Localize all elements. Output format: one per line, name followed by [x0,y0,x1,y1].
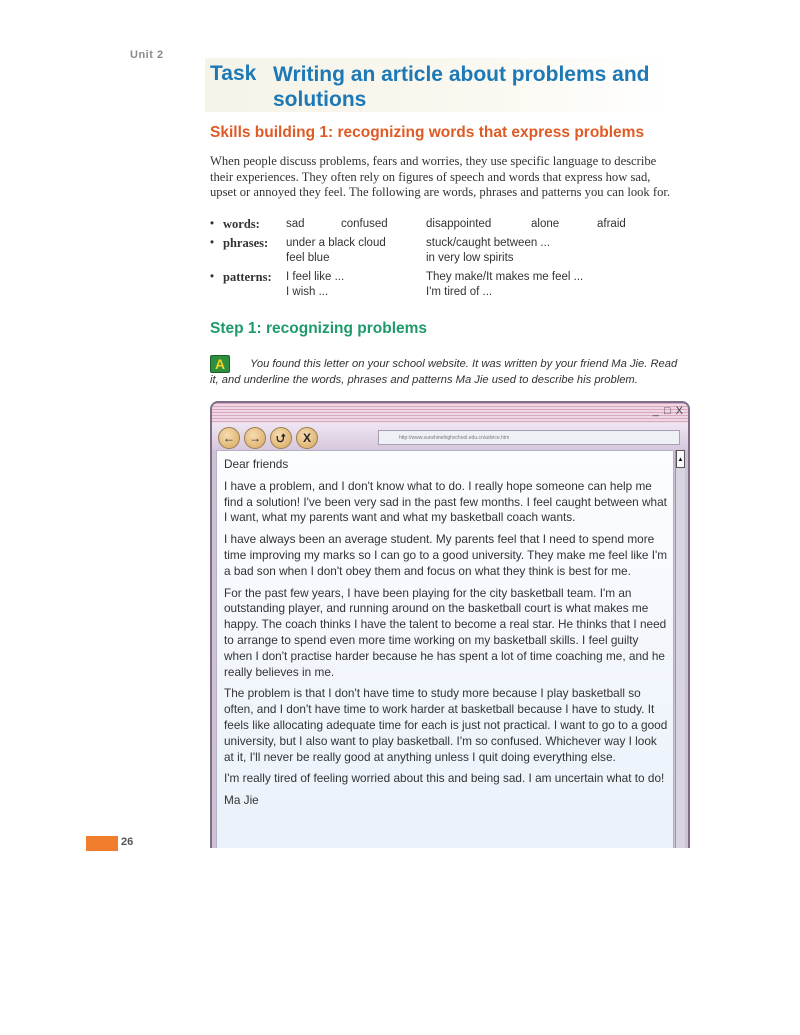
page-number-bar [86,836,118,851]
phrase-item: feel blue [286,252,330,264]
phrase-item: stuck/caught between ... [426,237,551,249]
forward-arrow-icon[interactable]: → [244,427,266,449]
address-bar[interactable]: http://www.sunshinehighschool.edu.cn/advice.htm [378,430,680,445]
page-content [216,450,674,848]
letter-paragraph: I have a problem, and I don't know what to do. I really hope someone can help me find a solution! I've been very sad in the past few months. I feel caught between what I want, what my parents want and what my basketball coach wants. [224,478,667,525]
letter-paragraph: The problem is that I don't have time to study more because I play basketball so often, and I don't have time to work harder at basketball because I have to study. It feels like allocating adequate time for each is just not practical. I want to go to a good university, but I also want to play basketball. I'm so confused. Whichever way I look at it, I'll never be really good at anything unless I quit doing everything else. [224,686,668,764]
bullet-dot: • [210,271,215,283]
home-icon[interactable]: ⮍ [270,427,292,449]
bullet-dot: • [210,237,215,249]
bullet-label: patterns: [223,270,272,284]
back-arrow-icon[interactable]: ← [218,427,240,449]
pattern-item: I wish ... [286,286,329,298]
letter [224,457,669,815]
letter-greeting: Dear friends [224,457,289,471]
unit-label: Unit 2 [130,49,164,61]
phrase-item: in very low spirits [426,252,514,264]
task-title: Writing an article about problems and solutions [273,63,650,111]
letter-paragraph: For the past few years, I have been playing for the city basketball team. I'm an outstanding player, and running around on the basketball court is what makes me happy. The coach thinks I have the talent to become a real star. He thinks that I need to arrange to spend even more time working on my basketball skills. I feel guilty when I don't practise harder because he has spent a lot of time coaching me, and he really believes in me. [224,585,667,679]
bullet-label: phrases: [223,236,269,250]
word-item: alone [531,218,560,230]
letter-signature: Ma Jie [224,793,259,808]
bullet-dot: • [210,218,215,230]
words-bullet [210,217,680,233]
pattern-item: They make/It makes me feel ... [426,271,584,283]
task-label: Task [210,62,257,85]
activity-instruction: You found this letter on your school website. It was written by your friend Ma Jie. Read it, and underline the words, phrases and patterns Ma Jie used to describe his problem. [210,358,678,386]
pattern-item: I'm tired of ... [426,286,493,298]
letter-paragraph: I have always been an average student. My parents feel that I need to spend more time improving my marks so I can go to a good university. They make me feel like I'm a bad son when I don't obey them and focus on what they think is best for me. [224,532,668,578]
phrase-item: under a black cloud [286,237,386,249]
activity-a-icon: A [210,355,230,373]
word-item: sad [286,218,305,230]
scroll-up-icon[interactable]: ▲ [676,450,685,468]
vertical-scrollbar[interactable] [675,450,685,848]
word-item: afraid [597,218,626,230]
bullet-label: words: [223,217,260,231]
pattern-item: I feel like ... [286,271,345,283]
stop-icon[interactable]: X [296,427,318,449]
word-item: confused [341,218,388,230]
phrases-bullet [210,236,680,268]
browser-window [210,401,690,848]
step-heading: Step 1: recognizing problems [210,320,428,337]
browser-titlebar [212,403,688,423]
window-controls[interactable]: _ □ X [652,405,684,417]
skills-heading: Skills building 1: recognizing words that express problems [210,124,645,141]
word-item: disappointed [426,218,492,230]
letter-paragraph: I'm really tired of feeling worried about this and being sad. I am uncertain what to do! [224,771,665,786]
page-number: 26 [121,836,134,848]
intro-paragraph: When people discuss problems, fears and worries, they use specific language to describe their experiences. They often rely on figures of speech and words that express how sad, upset or annoyed they feel. The following are words, phrases and patterns you can look for. [210,154,671,199]
patterns-bullet [210,270,680,302]
